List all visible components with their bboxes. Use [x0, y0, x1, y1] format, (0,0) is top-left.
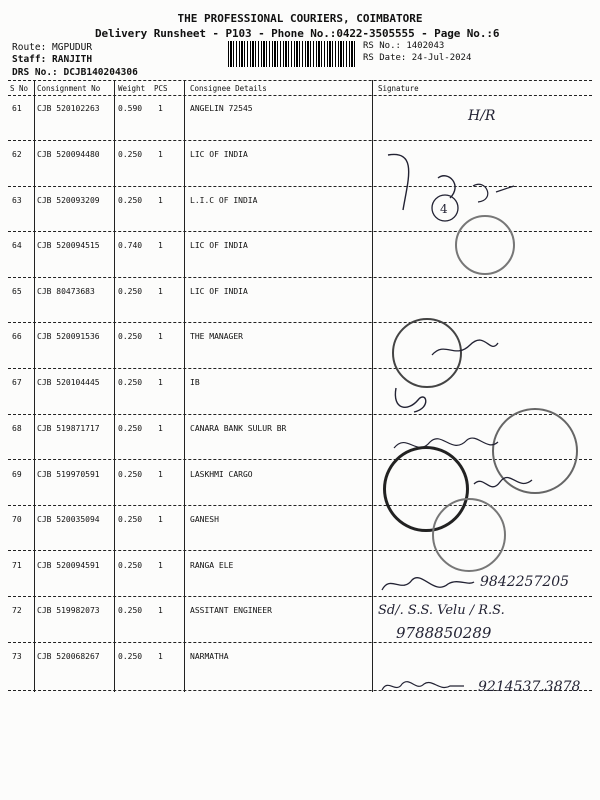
col-divider: [34, 80, 35, 692]
pcs-cell: 1: [158, 196, 163, 205]
row-separator: [8, 642, 592, 643]
pcs-cell: 1: [158, 515, 163, 524]
pcs-cell: 1: [158, 332, 163, 341]
consignment-cell: CJB 520068267: [37, 652, 100, 661]
table-top-border: [8, 80, 592, 81]
consignment-cell: CJB 520094515: [37, 241, 100, 250]
pcs-cell: 1: [158, 652, 163, 661]
consignment-cell: CJB 519970591: [37, 470, 100, 479]
col-divider: [372, 80, 373, 692]
weight-cell: 0.590: [118, 104, 143, 113]
col-header-pcs: PCS: [154, 84, 168, 93]
signature-71: [378, 570, 478, 598]
consignee-cell: LASKHMI CARGO: [190, 470, 253, 479]
consignment-cell: CJB 520093209: [37, 196, 100, 205]
sno-cell: 72: [12, 606, 22, 615]
consignee-cell: IB: [190, 378, 200, 387]
svg-text:4: 4: [440, 202, 448, 216]
sno-cell: 69: [12, 470, 22, 479]
pcs-cell: 1: [158, 378, 163, 387]
consignee-cell: L.I.C OF INDIA: [190, 196, 258, 205]
col-header-consignee: Consignee Details: [190, 84, 267, 93]
sno-cell: 68: [12, 424, 22, 433]
pcs-cell: 1: [158, 470, 163, 479]
weight-cell: 0.740: [118, 241, 143, 250]
weight-cell: 0.250: [118, 378, 143, 387]
rs-number: RS No.: 1402043: [363, 41, 445, 51]
col-header-consignment: Consignment No: [37, 84, 101, 93]
sno-cell: 62: [12, 150, 22, 159]
rs-date: RS Date: 24-Jul-2024: [363, 53, 472, 63]
company-stamp-70: [432, 498, 506, 572]
staff-label: Staff: RANJITH: [12, 54, 93, 65]
row-separator: [8, 505, 592, 506]
sno-cell: 67: [12, 378, 22, 387]
sno-cell: 70: [12, 515, 22, 524]
signature-66: [430, 335, 500, 365]
col-header-signature: Signature: [378, 84, 419, 93]
weight-cell: 0.250: [118, 196, 143, 205]
consignment-cell: CJB 519871717: [37, 424, 100, 433]
weight-cell: 0.250: [118, 470, 143, 479]
signature-62-63-scribble: [378, 150, 538, 230]
consignee-cell: THE MANAGER: [190, 332, 243, 341]
weight-cell: 0.250: [118, 150, 143, 159]
signature-73: [378, 674, 468, 698]
row-separator: [8, 414, 592, 415]
drs-number: DRS No.: DCJB140204306: [12, 67, 138, 78]
pcs-cell: 1: [158, 241, 163, 250]
consignment-cell: CJB 520091536: [37, 332, 100, 341]
row-separator: [8, 140, 592, 141]
consignee-cell: LIC OF INDIA: [190, 150, 248, 159]
consignee-cell: LIC OF INDIA: [190, 287, 248, 296]
signature-73-phone: 9214537.3878: [478, 679, 581, 695]
sno-cell: 65: [12, 287, 22, 296]
route-label: Route: MGPUDUR: [12, 42, 93, 53]
sno-cell: 63: [12, 196, 22, 205]
weight-cell: 0.250: [118, 332, 143, 341]
header-separator: [8, 95, 592, 96]
consignment-cell: CJB 520035094: [37, 515, 100, 524]
signature-67: [388, 380, 438, 420]
consignee-cell: ANGELIN 72545: [190, 104, 253, 113]
consignment-cell: CJB 520094591: [37, 561, 100, 570]
signature-61: H/R: [468, 108, 496, 124]
consignee-cell: RANGA ELE: [190, 561, 234, 570]
lic-stamp: [455, 215, 515, 275]
weight-cell: 0.250: [118, 287, 143, 296]
row-separator: [8, 322, 592, 323]
consignee-cell: LIC OF INDIA: [190, 241, 248, 250]
consignment-cell: CJB 520102263: [37, 104, 100, 113]
row-separator: [8, 596, 592, 597]
consignment-cell: CJB 519982073: [37, 606, 100, 615]
pcs-cell: 1: [158, 606, 163, 615]
pcs-cell: 1: [158, 150, 163, 159]
weight-cell: 0.250: [118, 515, 143, 524]
document-subtitle: Delivery Runsheet - P103 - Phone No.:0422-3505555 - Page No.:6: [95, 27, 500, 40]
row-separator: [8, 368, 592, 369]
document-title: THE PROFESSIONAL COURIERS, COIMBATORE: [177, 12, 423, 25]
consignment-cell: CJB 80473683: [37, 287, 95, 296]
consignee-cell: NARMATHA: [190, 652, 229, 661]
weight-cell: 0.250: [118, 424, 143, 433]
pcs-cell: 1: [158, 424, 163, 433]
consignee-cell: ASSITANT ENGINEER: [190, 606, 272, 615]
signature-71-phone: 9842257205: [480, 574, 570, 590]
consignee-cell: GANESH: [190, 515, 219, 524]
pcs-cell: 1: [158, 104, 163, 113]
col-header-weight: Weight: [118, 84, 146, 93]
pcs-cell: 1: [158, 561, 163, 570]
pcs-cell: 1: [158, 287, 163, 296]
col-divider: [184, 80, 185, 692]
signature-69: [470, 470, 540, 500]
sno-cell: 66: [12, 332, 22, 341]
weight-cell: 0.250: [118, 606, 143, 615]
weight-cell: 0.250: [118, 652, 143, 661]
sno-cell: 64: [12, 241, 22, 250]
signature-72: Sd/. S.S. Velu / R.S.: [378, 603, 505, 618]
consignment-cell: CJB 520104445: [37, 378, 100, 387]
weight-cell: 0.250: [118, 561, 143, 570]
consignee-cell: CANARA BANK SULUR BR: [190, 424, 287, 433]
signature-72-phone: 9788850289: [396, 624, 492, 642]
sno-cell: 61: [12, 104, 22, 113]
col-header-sno: S No: [10, 84, 29, 93]
sno-cell: 73: [12, 652, 22, 661]
row-separator: [8, 550, 592, 551]
row-separator: [8, 277, 592, 278]
consignment-cell: CJB 520094480: [37, 150, 100, 159]
barcode: [228, 41, 356, 67]
sno-cell: 71: [12, 561, 22, 570]
col-divider: [114, 80, 115, 692]
